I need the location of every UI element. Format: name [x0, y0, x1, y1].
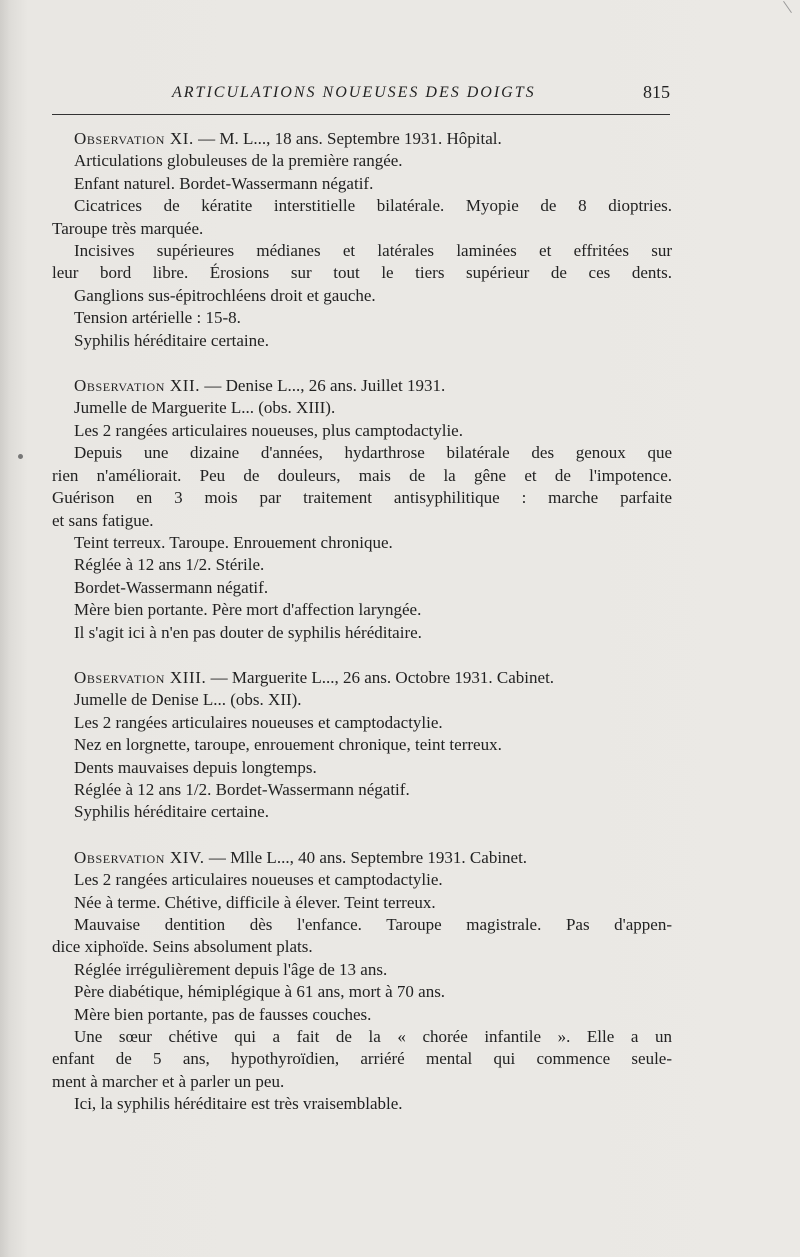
text-line: leur bord libre. Érosions sur tout le tiers supérieur de ces dents.	[52, 263, 672, 283]
observation-heading-line	[52, 847, 672, 869]
text-line: Les 2 rangées articulaires noueuses et camptodactylie.	[74, 870, 443, 890]
text-line: Mère bien portante. Père mort d'affection laryngée.	[74, 600, 422, 620]
text-line: Née à terme. Chétive, difficile à élever. Teint terreux.	[74, 892, 436, 912]
observation-xii	[52, 375, 672, 644]
corner-mark	[783, 1, 792, 13]
observation-intro: — Mlle L..., 40 ans. Septembre 1931. Cabinet.	[204, 847, 528, 867]
text-line: Il s'agit ici à n'en pas douter de syphilis héréditaire.	[74, 622, 422, 642]
observation-label: Observation XI.	[74, 129, 194, 148]
text-line: Tension artérielle : 15-8.	[74, 308, 241, 328]
page-header	[52, 82, 670, 108]
observation-label: Observation XIV.	[74, 847, 205, 867]
text-line: Père diabétique, hémiplégique à 61 ans, mort à 70 ans.	[74, 982, 446, 1002]
text-line: et sans fatigue.	[52, 510, 154, 530]
text-line: Ici, la syphilis héréditaire est très vraisemblable.	[74, 1094, 403, 1114]
text-line: dice xiphoïde. Seins absolument plats.	[52, 937, 313, 957]
text-line: Teint terreux. Taroupe. Enrouement chronique.	[74, 532, 393, 552]
observation-intro: — Denise L..., 26 ans. Juillet 1931.	[200, 376, 446, 396]
text-line: Les 2 rangées articulaires noueuses, plus camptodactylie.	[74, 420, 463, 440]
text-line: Syphilis héréditaire certaine.	[74, 330, 269, 350]
text-line: Enfant naturel. Bordet-Wassermann négatif.	[74, 173, 374, 193]
running-title: ARTICULATIONS NOUEUSES DES DOIGTS	[172, 84, 536, 101]
text-line: Incisives supérieures médianes et latérales laminées et effritées sur	[74, 241, 672, 261]
body-text	[52, 128, 672, 1116]
text-line: rien n'améliorait. Peu de douleurs, mais de la gêne et de l'impotence.	[52, 465, 672, 485]
text-line: Les 2 rangées articulaires noueuses et camptodactylie.	[74, 712, 443, 732]
text-line: Cicatrices de kératite interstitielle bilatérale. Myopie de 8 dioptries.	[74, 196, 672, 216]
text-line: Articulations globuleuses de la première rangée.	[74, 151, 403, 171]
text-line: Réglée à 12 ans 1/2. Bordet-Wassermann négatif.	[74, 779, 410, 799]
text-line: Réglée irrégulièrement depuis l'âge de 13 ans.	[74, 959, 388, 979]
observation-heading-line	[52, 667, 672, 689]
text-line: Jumelle de Denise L... (obs. XII).	[74, 690, 302, 710]
header-rule	[52, 114, 670, 115]
observation-intro: — Marguerite L..., 26 ans. Octobre 1931. Cabinet.	[206, 667, 555, 687]
observation-label: Observation XIII.	[74, 667, 207, 687]
observation-xiv	[52, 847, 672, 1116]
text-line: Ganglions sus-épitrochléens droit et gauche.	[74, 285, 376, 305]
observation-heading-line	[52, 128, 672, 150]
observation-xi	[52, 128, 672, 352]
observation-xiii	[52, 667, 672, 824]
observation-intro: — M. L..., 18 ans. Septembre 1931. Hôpital.	[193, 129, 502, 148]
text-line: Une sœur chétive qui a fait de la « chorée infantile ». Elle a un	[74, 1027, 672, 1047]
text-line: Guérison en 3 mois par traitement antisyphilitique : marche parfaite	[52, 488, 672, 508]
text-line: Syphilis héréditaire certaine.	[74, 802, 269, 822]
page-number: 815	[643, 82, 670, 102]
observation-label: Observation XII.	[74, 376, 201, 396]
text-line: Mère bien portante, pas de fausses couches.	[74, 1004, 372, 1024]
text-line: Bordet-Wassermann négatif.	[74, 577, 269, 597]
text-line: Jumelle de Marguerite L... (obs. XIII).	[74, 398, 336, 418]
text-line: Taroupe très marquée.	[52, 218, 204, 238]
text-line: enfant de 5 ans, hypothyroïdien, arriéré mental qui commence seule-	[52, 1049, 672, 1069]
text-line: Nez en lorgnette, taroupe, enrouement chronique, teint terreux.	[74, 735, 502, 755]
text-line: Mauvaise dentition dès l'enfance. Taroupe magistrale. Pas d'appen-	[74, 915, 672, 934]
text-line: ment à marcher et à parler un peu.	[52, 1071, 285, 1091]
observation-heading-line	[52, 375, 672, 397]
text-line: Dents mauvaises depuis longtemps.	[74, 757, 317, 777]
text-line: Depuis une dizaine d'années, hydarthrose bilatérale des genoux que	[74, 443, 672, 463]
text-line: Réglée à 12 ans 1/2. Stérile.	[74, 555, 265, 575]
margin-dot	[18, 454, 23, 459]
